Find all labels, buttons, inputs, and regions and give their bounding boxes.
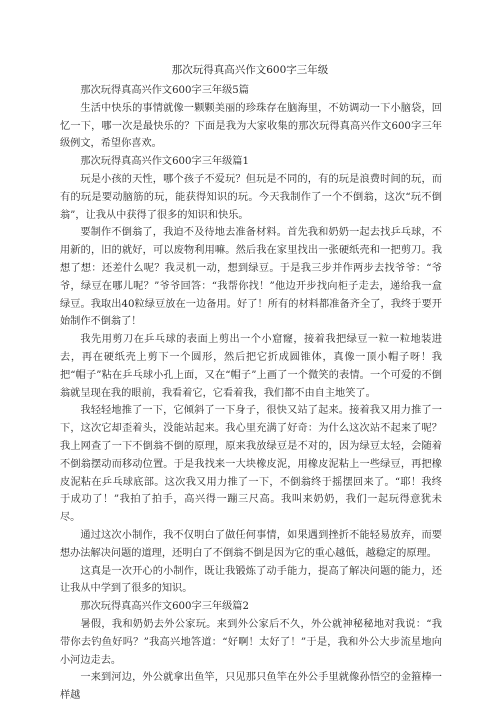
body-paragraph: 要制作不倒翁了，我迫不及待地去准备材料。首先我和奶奶一起去找乒乓球，不用新的，旧的就好，可以废物利用嘛。然后我在家里找出一张硬纸壳和一把剪刀。我想了想：还差什么呢？我灵机一动，想到绿豆。于是我三步并作两步去找爷爷：“爷爷，绿豆在哪儿呢？”爷爷回答：“我帮你找！”他边开步找向柜子走去，递给我一盒绿豆。我取出40粒绿豆放在一边备用。好了！所有的材料都准备齐全了，我终于要开始制作不倒翁了！ bbox=[60, 227, 442, 328]
section-heading: 那次玩得真高兴作文600字三年级篇2 bbox=[80, 601, 249, 613]
section-heading: 那次玩得真高兴作文600字三年级篇1 bbox=[80, 156, 249, 168]
body-paragraph: 玩是小孩的天性，哪个孩子不爱玩？但玩是不同的，有的玩是浪费时间的玩，而有的玩是要动脑筋的玩，能获得知识的玩。今天我制作了一个不倒翁，这次“玩不倒翁”，让我从中获得了很多的知识和快乐。 bbox=[60, 173, 442, 221]
body-paragraph: 通过这次小制作，我不仅明白了做任何事情，如果遇到挫折不能轻易放弃，而要想办法解决问题的道理，还明白了不倒翁不倒是因为它的重心越低，越稳定的原理。 bbox=[60, 529, 442, 559]
article-heading: 那次玩得真高兴作文600字三年级5篇 bbox=[80, 85, 249, 96]
document-title: 那次玩得真高兴作文600字三年级 bbox=[171, 64, 329, 76]
body-paragraph: 暑假，我和奶奶去外公家玩。来到外公家后不久，外公就神秘秘地对我说：“我带你去钓鱼好吗？”我高兴地答道：“好啊！太好了！”于是，我和外公大步流星地向小河边走去。 bbox=[60, 618, 442, 666]
body-paragraph: 我先用剪刀在乒乓球的表面上剪出一个小窟窿，接着我把绿豆一粒一粒地装进去，再在硬纸壳上剪下一个圆形，然后把它折成圆锥体，真像一顶小帽子呀！我把“帽子”粘在乒乓球小孔上面，又在“帽子”上画了一个微笑的表情。一个可爱的不倒翁就呈现在我的眼前，我看着它，它看着我，我们都不由自主地笑了。 bbox=[60, 334, 442, 399]
body-paragraph: 这真是一次开心的小制作，既让我锻炼了动手能力，提高了解决问题的能力，还让我从中学到了很多的知识。 bbox=[60, 565, 442, 595]
body-paragraph: 一来到河边，外公就拿出鱼竿，只见那只鱼竿在外公手里就像孙悟空的金箍棒一样越 bbox=[60, 672, 442, 702]
intro-paragraph: 生活中快乐的事情就像一颗颗美丽的珍珠存在脑海里，不妨调动一下小脑袋，回忆一下，哪一次是最快乐的？下面是我为大家收集的那次玩得真高兴作文600字三年级例文，希望你喜欢。 bbox=[60, 102, 442, 150]
body-paragraph: 我轻轻地推了一下，它倾斜了一下身子，很快又站了起来。接着我又用力推了一下，这次它却歪着头，没能站起来。我心里充满了好奇：为什么这次站不起来了呢？我上网查了一下不倒翁不倒的原理，原来我放绿豆是不对的，因为绿豆太轻，会随着不倒翁摆动而移动位置。于是我找来一大块橡皮泥，用橡皮泥粘上一些绿豆，再把橡皮泥粘在乒乓球底部。这次我又用力推了一下，不倒翁终于摇摆回来了。“耶！我终于成功了！”我拍了拍手，高兴得一蹦三尺高。我叫来奶奶，我们一起玩得意犹未尽。 bbox=[60, 405, 442, 524]
document-body bbox=[60, 82, 442, 705]
